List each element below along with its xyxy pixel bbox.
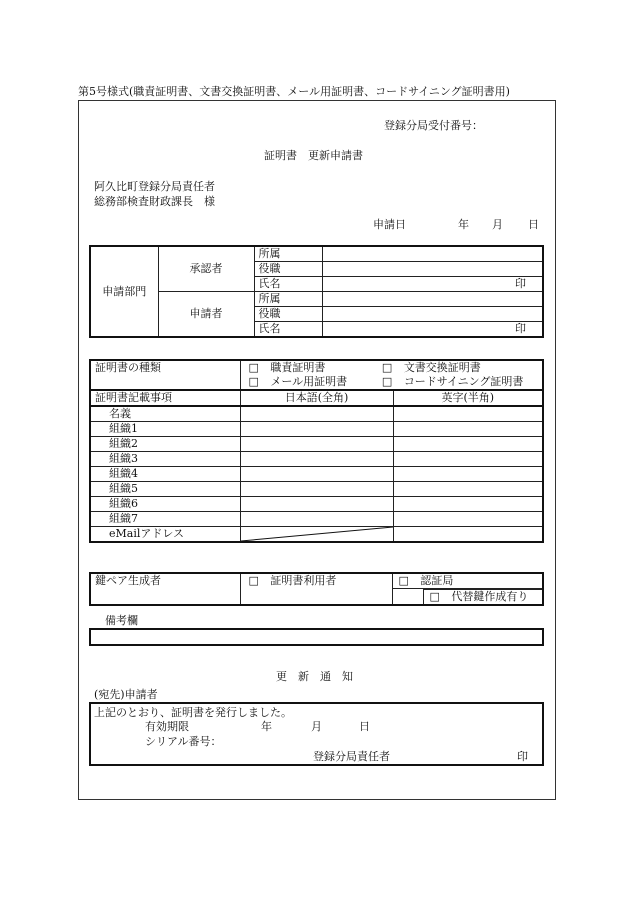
row-label: eMailアドレス (90, 527, 240, 543)
row-label: 組織7 (90, 512, 240, 527)
checkbox-keypair-ca[interactable]: □ (398, 574, 409, 587)
notice-serial-label: シリアル番号： (145, 735, 222, 748)
checkbox-mail[interactable]: □ (248, 375, 259, 388)
application-date-day: 日 (528, 218, 539, 231)
row-en-field[interactable] (393, 467, 543, 482)
keypair-ca-label: 認証局 (420, 574, 454, 587)
row-en-field[interactable] (393, 497, 543, 512)
row-en-field[interactable] (393, 527, 543, 543)
row-label: 組織6 (90, 497, 240, 512)
type-shokuseki: 職責証明書 (270, 361, 326, 374)
addressee-line-1: 阿久比町登録分局責任者 (94, 180, 215, 193)
row-label: 組織5 (90, 482, 240, 497)
applicant-affiliation-label: 所属 (254, 292, 322, 307)
row-en-field[interactable] (393, 437, 543, 452)
receipt-number-label: 登録分局受付番号： (384, 119, 483, 132)
row-label: 組織3 (90, 452, 240, 467)
notice-title: 更 新 通 知 (276, 670, 353, 683)
form-title: 第5号様式(職責証明書、文書交換証明書、メール用証明書、コードサイニング証明書用) (78, 85, 510, 98)
approver-affiliation-field[interactable] (322, 246, 543, 262)
application-date-year: 年 (458, 218, 469, 231)
notice-month: 月 (311, 720, 322, 733)
document-title: 証明書 更新申請書 (264, 149, 363, 162)
row-en-field[interactable] (393, 482, 543, 497)
applicant-label: 申請者 (158, 292, 254, 338)
row-label: 組織1 (90, 422, 240, 437)
keypair-table (89, 572, 544, 606)
row-label: 組織4 (90, 467, 240, 482)
row-jp-field[interactable] (240, 482, 393, 497)
row-jp-field[interactable] (240, 452, 393, 467)
row-en-field[interactable] (393, 512, 543, 527)
department-label: 申請部門 (90, 246, 158, 337)
remarks-label: 備考欄 (105, 614, 138, 627)
row-label: 組織2 (90, 437, 240, 452)
keypair-label: 鍵ペア生成者 (90, 573, 240, 605)
applicant-affiliation-field[interactable] (322, 292, 543, 307)
approver-name-label: 氏名 (254, 277, 322, 292)
approver-position-field[interactable] (322, 262, 543, 277)
applicant-seal: 印 (515, 322, 526, 335)
applicant-position-field[interactable] (322, 307, 543, 322)
type-codesign: コードサイニング証明書 (403, 375, 524, 388)
applicant-position-label: 役職 (254, 307, 322, 322)
type-bunsho: 文書交換証明書 (403, 361, 481, 374)
certificate-table (89, 359, 544, 543)
notice-seal: 印 (517, 750, 528, 763)
row-jp-field-disabled (240, 527, 393, 543)
keypair-alt-label: 代替鍵作成有り (451, 590, 529, 603)
row-jp-field[interactable] (240, 512, 393, 527)
approver-seal: 印 (515, 277, 526, 290)
col-japanese: 日本語(全角) (240, 390, 393, 406)
row-en-field[interactable] (393, 422, 543, 437)
notice-body: 上記のとおり、証明書を発行しました。 (94, 706, 292, 719)
approver-affiliation-label: 所属 (254, 246, 322, 262)
checkbox-keypair-user[interactable]: □ (248, 574, 259, 587)
row-jp-field[interactable] (240, 422, 393, 437)
applicant-name-label: 氏名 (254, 322, 322, 338)
notice-year: 年 (261, 720, 272, 733)
remarks-field[interactable] (89, 628, 544, 646)
approver-label: 承認者 (158, 246, 254, 292)
row-en-field[interactable] (393, 406, 543, 422)
checkbox-keypair-alt[interactable]: □ (429, 590, 440, 603)
row-jp-field[interactable] (240, 406, 393, 422)
notice-validity-label: 有効期限 (145, 720, 189, 733)
row-en-field[interactable] (393, 452, 543, 467)
certificate-type-label: 証明書の種類 (90, 360, 240, 390)
notice-to: (宛先)申請者 (94, 688, 158, 701)
notice-officer: 登録分局責任者 (313, 750, 390, 763)
items-label: 証明書記載事項 (90, 390, 240, 406)
application-date-month: 月 (492, 218, 503, 231)
checkbox-codesign[interactable]: □ (381, 375, 393, 388)
row-jp-field[interactable] (240, 467, 393, 482)
row-jp-field[interactable] (240, 437, 393, 452)
checkbox-bunsho[interactable]: □ (381, 361, 393, 374)
application-date-label: 申請日 (373, 218, 406, 231)
notice-box (89, 702, 544, 766)
approver-name-field[interactable] (322, 277, 543, 292)
checkbox-shokuseki[interactable]: □ (248, 361, 259, 374)
col-english: 英字(半角) (393, 390, 543, 406)
diagonal-strike (241, 527, 393, 541)
keypair-user-label: 証明書利用者 (270, 574, 337, 587)
approver-position-label: 役職 (254, 262, 322, 277)
row-jp-field[interactable] (240, 497, 393, 512)
department-table (89, 245, 544, 338)
type-mail: メール用証明書 (270, 375, 348, 388)
row-label: 名義 (90, 406, 240, 422)
applicant-name-field[interactable] (322, 322, 543, 338)
notice-day: 日 (359, 720, 370, 733)
addressee-line-2: 総務部検査財政課長 様 (94, 195, 215, 208)
